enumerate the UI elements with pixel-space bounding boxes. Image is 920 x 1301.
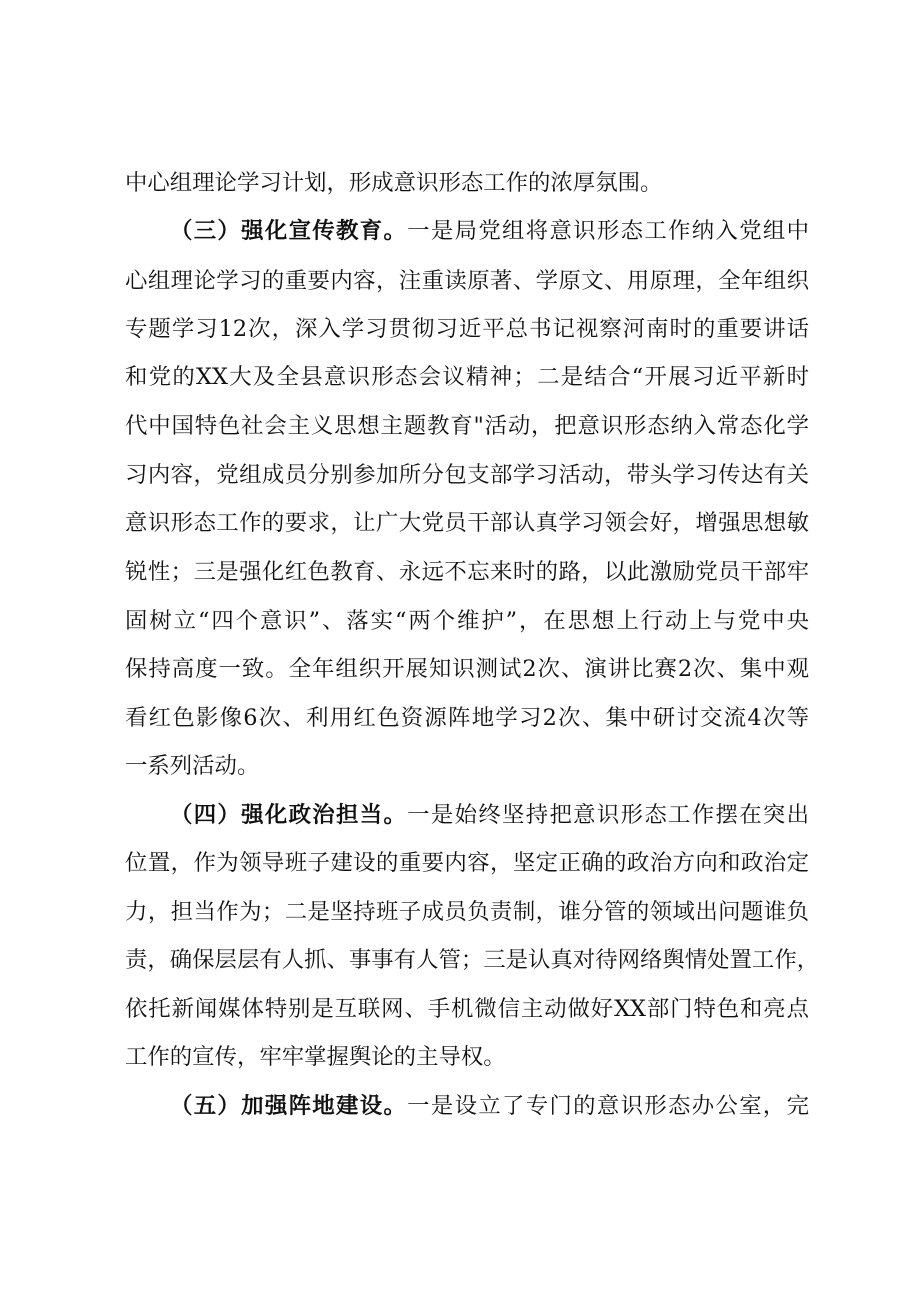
line-text: 保持高度一致。全年组织开展知识测试2次、演讲比赛2次、集中观	[125, 656, 809, 682]
section-heading-line	[170, 1091, 809, 1121]
section-heading-five: （五）加强阵地建设。	[170, 1093, 408, 1119]
line-text: 固树立“四个意识”、落实“两个维护”，在思想上行动上与党中央	[125, 608, 809, 634]
line-text: 力，担当作为；二是坚持班子成员负责制，谁分管的领域出问题谁负	[125, 899, 809, 925]
section-heading-three: （三）强化宣传教育。	[170, 218, 408, 244]
section-heading-line	[170, 216, 809, 246]
line-text: 意识形态工作的要求，让广大党员干部认真学习领会好，增强思想敏	[125, 510, 809, 536]
text-line	[125, 362, 809, 392]
line-text: 位置，作为领导班子建设的重要内容，坚定正确的政治方向和政治定	[125, 850, 809, 876]
text-line	[125, 411, 809, 441]
line-text: 看红色影像6次、利用红色资源阵地学习2次、集中研讨交流4次等	[125, 705, 809, 731]
line-text: 依托新闻媒体特别是互联网、手机微信主动做好XX部门特色和亮点	[125, 996, 809, 1022]
text-line	[125, 266, 809, 296]
line-text: 锐性；三是强化红色教育、永远不忘来时的路，以此激励党员干部牢	[125, 559, 809, 585]
text-line	[125, 168, 809, 198]
line-text: 一是设立了专门的意识形态办公室，完	[407, 1093, 810, 1119]
line-text: 一系列活动。	[125, 753, 260, 779]
text-line	[125, 460, 809, 490]
text-line	[125, 606, 809, 636]
line-text: 一是始终坚持把意识形态工作摆在突出	[407, 802, 810, 828]
line-text: 心组理论学习的重要内容，注重读原著、学原文、用原理，全年组织	[125, 268, 809, 294]
text-line	[125, 314, 809, 344]
section-heading-line	[170, 800, 809, 830]
text-line	[125, 848, 809, 878]
line-text: 工作的宣传，牢牢掌握舆论的主导权。	[125, 1044, 506, 1070]
line-text: 代中国特色社会主义思想主题教育"活动，把意识形态纳入常态化学	[125, 413, 809, 439]
text-line	[125, 945, 820, 975]
line-text: 习内容，党组成员分别参加所分包支部学习活动，带头学习传达有关	[125, 462, 809, 488]
line-text: 责，确保层层有人抓、事事有人管；三是认真对待网络舆情处置工作，	[125, 947, 820, 973]
text-line	[125, 751, 809, 781]
text-line	[125, 1042, 809, 1072]
text-line	[125, 654, 809, 684]
line-text: 中心组理论学习计划，形成意识形态工作的浓厚氛围。	[125, 170, 663, 196]
line-text: 一是局党组将意识形态工作纳入党组中	[407, 218, 810, 244]
section-heading-four: （四）强化政治担当。	[170, 802, 408, 828]
text-line	[125, 557, 809, 587]
line-text: 和党的XX大及全县意识形态会议精神；二是结合“开展习近平新时	[125, 364, 809, 390]
text-line	[125, 994, 809, 1024]
text-line	[125, 703, 809, 733]
line-text: 专题学习12次，深入学习贯彻习近平总书记视察河南时的重要讲话	[125, 316, 809, 342]
text-line	[125, 897, 809, 927]
text-line	[125, 508, 809, 538]
